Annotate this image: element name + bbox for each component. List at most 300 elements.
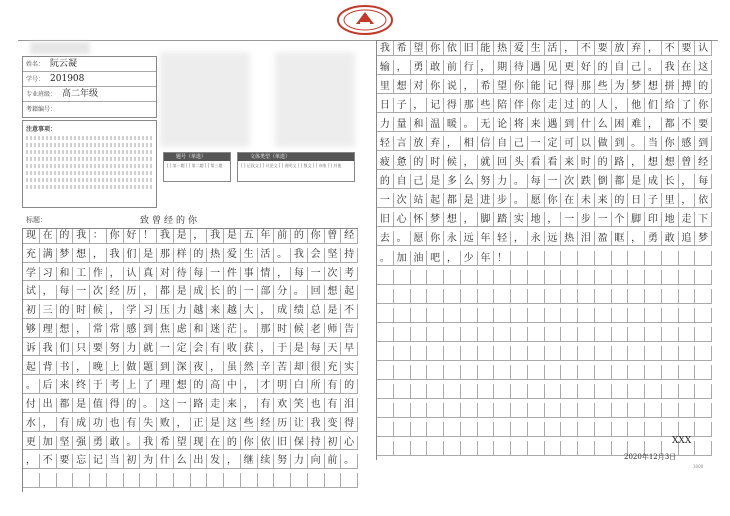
grid-cell [645, 403, 662, 418]
grid-cell: 深 [174, 361, 191, 376]
grid-cell [595, 441, 612, 456]
signature: XXX [672, 436, 692, 446]
grid-cell [561, 308, 578, 323]
grid-cell: 到 [140, 323, 157, 338]
grid-cell: 部 [258, 285, 275, 300]
grid-cell: 我 [291, 248, 308, 263]
grid-cell [511, 251, 528, 266]
grid-cell [411, 289, 428, 304]
grid-cell: ， [40, 417, 57, 432]
grid-cell: 依 [444, 41, 461, 56]
grid-cell: 子 [645, 193, 662, 208]
grid-cell: 次 [90, 285, 107, 300]
grid-cell [494, 289, 511, 304]
grid-cell: ， [628, 155, 645, 170]
grid-cell [478, 422, 495, 437]
grid-cell: 学 [124, 304, 141, 319]
grid-cell: 水 [23, 417, 40, 432]
grid-cell [511, 384, 528, 399]
grid-cell: 件 [224, 267, 241, 282]
grid-cell [57, 473, 74, 488]
grid-cell [578, 308, 595, 323]
grid-cell: 记 [427, 98, 444, 113]
grid-cell: 让 [291, 417, 308, 432]
grid-cell: ， [461, 79, 478, 94]
grid-cell [241, 473, 258, 488]
grid-cell: 力 [174, 304, 191, 319]
grid-cell: 够 [23, 323, 40, 338]
grid-cell [662, 308, 679, 323]
grid-cell [511, 308, 528, 323]
grid-cell: 初 [23, 304, 40, 319]
grid-cell: 们 [645, 98, 662, 113]
grid-cell: 天 [325, 342, 342, 357]
grid-cell: 就 [140, 342, 157, 357]
grid-cell [662, 403, 679, 418]
grid-cell [595, 270, 612, 285]
grid-cell: 的 [578, 98, 595, 113]
grid-cell: 有 [258, 398, 275, 413]
grid-cell [411, 346, 428, 361]
grid-cell [561, 365, 578, 380]
grid-cell [545, 403, 562, 418]
grid-cell [325, 473, 342, 488]
grid-cell: 想 [645, 79, 662, 94]
grid-cell: 晚 [90, 361, 107, 376]
grid-cell: 真 [140, 267, 157, 282]
info-row-class: 专业班级： 高二年级 [23, 87, 156, 102]
grid-cell: 出 [191, 454, 208, 469]
grid-cell: 越 [191, 304, 208, 319]
grid-cell: 些 [595, 79, 612, 94]
grid-cell: 。 [461, 117, 478, 132]
grid-cell: 他 [628, 98, 645, 113]
grid-cell: 越 [224, 304, 241, 319]
grid-cell: 的 [224, 285, 241, 300]
grid-cell [679, 270, 696, 285]
grid-cell [545, 251, 562, 266]
grid-cell [427, 403, 444, 418]
grid-cell: ： [90, 229, 107, 244]
grid-cell [411, 384, 428, 399]
grid-cell: 里 [377, 79, 394, 94]
grid-cell [595, 346, 612, 361]
grid-cell: 疲 [377, 155, 394, 170]
grid-cell: 情 [258, 267, 275, 282]
grid-cell: 论 [494, 117, 511, 132]
grid-cell [612, 289, 629, 304]
grid-cell: 自 [394, 174, 411, 189]
grid-cell [274, 473, 291, 488]
grid-cell [511, 346, 528, 361]
grid-cell: 一 [207, 267, 224, 282]
grid-cell [612, 327, 629, 342]
grid-cell: 样 [174, 248, 191, 263]
grid-cell: 有 [325, 379, 342, 394]
grid-cell: 时 [578, 155, 595, 170]
grid-cell: 我 [73, 229, 90, 244]
grid-cell: 欢 [274, 398, 291, 413]
grid-cell: 那 [157, 248, 174, 263]
grid-cell: 都 [612, 174, 629, 189]
grid-cell: 。 [274, 248, 291, 263]
grid-cell [561, 251, 578, 266]
grid-cell [628, 403, 645, 418]
grid-cell [578, 441, 595, 456]
grid-cell [545, 289, 562, 304]
grid-cell: 吧 [427, 251, 444, 266]
grid-cell: 上 [107, 361, 124, 376]
grid-cell: 要 [695, 117, 712, 132]
grid-cell: 回 [308, 285, 325, 300]
grid-cell: 放 [612, 41, 629, 56]
grid-cell: 步 [494, 193, 511, 208]
grid-cell [528, 441, 545, 456]
grid-cell: 师 [325, 323, 342, 338]
grid-cell: 。 [511, 193, 528, 208]
grid-cell: 记 [90, 454, 107, 469]
grid-cell [528, 251, 545, 266]
grid-cell: 经 [258, 417, 275, 432]
grid-cell: 现 [191, 436, 208, 451]
grid-cell: 一 [377, 193, 394, 208]
grid-cell: 梦 [427, 212, 444, 227]
grid-cell: 次 [325, 267, 342, 282]
grid-cell [695, 346, 712, 361]
grid-cell: 常 [107, 323, 124, 338]
left-writing-grid [22, 228, 358, 492]
grid-cell: 然 [241, 361, 258, 376]
grid-cell: 背 [40, 361, 57, 376]
grid-cell: 是 [174, 229, 191, 244]
grid-cell: 前 [444, 60, 461, 75]
grid-cell: 地 [528, 212, 545, 227]
grid-cell: 是 [291, 342, 308, 357]
grid-cell [628, 327, 645, 342]
grid-cell: 曾 [325, 229, 342, 244]
grid-cell [494, 270, 511, 285]
grid-cell [545, 441, 562, 456]
grid-cell: 脚 [478, 212, 495, 227]
grid-cell: 依 [258, 436, 275, 451]
grid-cell: 那 [258, 323, 275, 338]
grid-cell: 己 [411, 174, 428, 189]
student-info-box [22, 56, 157, 118]
grid-cell: ， [478, 60, 495, 75]
grid-cell: 来 [224, 398, 241, 413]
grid-cell: 老 [308, 323, 325, 338]
grid-cell: 走 [679, 212, 696, 227]
grid-cell: 到 [561, 117, 578, 132]
grid-cell: 习 [140, 304, 157, 319]
grid-cell [545, 365, 562, 380]
grid-cell: 的 [224, 436, 241, 451]
grid-cell [411, 365, 428, 380]
grid-cell: 多 [444, 174, 461, 189]
grid-cell [157, 473, 174, 488]
grid-cell: 踏 [494, 212, 511, 227]
redacted-area [160, 52, 250, 147]
grid-cell: 泪 [578, 231, 595, 246]
grid-cell: 好 [578, 60, 595, 75]
grid-cell: 到 [612, 136, 629, 151]
grid-cell: 努 [107, 342, 124, 357]
grid-cell: 一 [595, 212, 612, 227]
grid-cell [377, 346, 394, 361]
grid-cell [478, 270, 495, 285]
grid-cell: 现 [23, 229, 40, 244]
grid-cell [444, 346, 461, 361]
grid-cell [662, 289, 679, 304]
grid-cell: 早 [341, 342, 358, 357]
grid-cell: 长 [662, 174, 679, 189]
grid-cell: 也 [107, 417, 124, 432]
grid-cell: ， [90, 248, 107, 263]
grid-cell: 是 [325, 304, 342, 319]
grid-cell: 希 [478, 79, 495, 94]
grid-cell [478, 308, 495, 323]
grid-cell: 每 [308, 342, 325, 357]
grid-cell: ， [394, 60, 411, 75]
grid-cell: ， [107, 267, 124, 282]
grid-cell [561, 289, 578, 304]
grid-cell: 虑 [174, 323, 191, 338]
right-writing-grid [376, 40, 712, 460]
grid-cell [528, 346, 545, 361]
grid-cell: 量 [394, 117, 411, 132]
grid-cell: 想 [174, 379, 191, 394]
grid-cell: 望 [174, 436, 191, 451]
grid-cell: 每 [695, 174, 712, 189]
grid-cell: ， [23, 454, 40, 469]
school-seal-logo [336, 4, 394, 36]
grid-cell: 持 [341, 248, 358, 263]
notes-section: 注意事项： [22, 120, 157, 208]
info-row-exam: 考籍编号： [26, 106, 57, 113]
grid-cell: 什 [578, 117, 595, 132]
grid-cell [561, 384, 578, 399]
grid-cell: 自 [612, 60, 629, 75]
grid-cell: 做 [124, 361, 141, 376]
grid-cell [478, 441, 495, 456]
grid-cell: 都 [444, 193, 461, 208]
grid-cell: 试 [23, 285, 40, 300]
grid-cell [444, 270, 461, 285]
grid-cell: 起 [427, 193, 444, 208]
grid-cell: ， [645, 117, 662, 132]
grid-cell: 勇 [90, 436, 107, 451]
grid-cell: 力 [124, 342, 141, 357]
grid-cell: 变 [325, 417, 342, 432]
grid-cell: 。 [394, 231, 411, 246]
grid-cell: ， [241, 379, 258, 394]
grid-cell: 虽 [224, 361, 241, 376]
grid-cell [291, 473, 308, 488]
grid-cell: 持 [308, 436, 325, 451]
grid-cell: 发 [207, 454, 224, 469]
grid-cell: 跌 [578, 174, 595, 189]
grid-cell: 不 [662, 41, 679, 56]
grid-cell: 是 [628, 174, 645, 189]
grid-cell [427, 327, 444, 342]
grid-cell [224, 473, 241, 488]
grid-cell: 作 [90, 267, 107, 282]
grid-cell: 个 [612, 212, 629, 227]
grid-cell: 保 [291, 436, 308, 451]
grid-cell: 历 [274, 417, 291, 432]
grid-cell [494, 327, 511, 342]
grid-cell: 做 [595, 136, 612, 151]
grid-cell: ， [411, 98, 428, 113]
grid-cell: 拼 [662, 79, 679, 94]
grid-cell: 成 [645, 174, 662, 189]
grid-cell [411, 422, 428, 437]
grid-cell: 么 [461, 174, 478, 189]
grid-cell [662, 270, 679, 285]
grid-cell: 想 [57, 323, 74, 338]
grid-cell: 一 [561, 212, 578, 227]
grid-cell: 己 [628, 60, 645, 75]
grid-cell: 难 [628, 117, 645, 132]
grid-cell: 出 [40, 398, 57, 413]
grid-cell: 梦 [628, 79, 645, 94]
grid-cell: ， [140, 285, 157, 300]
grid-cell: 候 [291, 323, 308, 338]
grid-cell: ， [241, 398, 258, 413]
grid-cell [645, 327, 662, 342]
grid-cell [478, 403, 495, 418]
grid-cell: 油 [411, 251, 428, 266]
grid-cell: 辛 [258, 361, 275, 376]
grid-cell: 力 [291, 454, 308, 469]
grid-cell: 一 [308, 267, 325, 282]
grid-cell: 是 [207, 417, 224, 432]
grid-cell [461, 384, 478, 399]
grid-cell: 盈 [595, 231, 612, 246]
grid-cell: 付 [23, 398, 40, 413]
grid-cell: 的 [595, 60, 612, 75]
grid-cell: 遇 [545, 117, 562, 132]
grid-cell: ， [511, 231, 528, 246]
grid-cell [645, 346, 662, 361]
grid-cell [23, 473, 40, 488]
grid-cell: 学 [23, 267, 40, 282]
grid-cell: 笑 [291, 398, 308, 413]
grid-cell [377, 289, 394, 304]
grid-cell: 回 [494, 155, 511, 170]
grid-cell [612, 384, 629, 399]
grid-cell: 夜 [191, 361, 208, 376]
grid-cell: 是 [224, 229, 241, 244]
grid-cell: ， [274, 267, 291, 282]
grid-cell [628, 270, 645, 285]
grid-cell [695, 327, 712, 342]
redacted-area [275, 52, 355, 147]
grid-cell: 么 [595, 117, 612, 132]
grid-cell: 得 [444, 98, 461, 113]
grid-cell [377, 327, 394, 342]
info-row-id: 学号： 201908 [23, 72, 156, 87]
grid-cell: 上 [124, 379, 141, 394]
grid-cell: 高 [207, 379, 224, 394]
grid-cell: 望 [494, 79, 511, 94]
grid-cell [394, 327, 411, 342]
grid-cell [444, 441, 461, 456]
grid-cell: 言 [394, 136, 411, 151]
grid-cell: 向 [308, 454, 325, 469]
grid-cell: 里 [662, 193, 679, 208]
grid-cell [595, 384, 612, 399]
grid-cell [394, 346, 411, 361]
grid-cell: 是 [461, 193, 478, 208]
grid-cell: 次 [561, 174, 578, 189]
grid-cell: 就 [478, 155, 495, 170]
grid-cell: 我 [140, 436, 157, 451]
grid-cell: ， [461, 212, 478, 227]
grid-cell: 是 [140, 248, 157, 263]
grid-cell [662, 251, 679, 266]
grid-cell: 远 [461, 231, 478, 246]
grid-cell: 考 [341, 267, 358, 282]
grid-cell: 想 [645, 155, 662, 170]
grid-cell [444, 327, 461, 342]
grid-cell [494, 308, 511, 323]
grid-cell: ， [561, 41, 578, 56]
grid-cell: 去 [377, 231, 394, 246]
grid-cell: 才 [258, 379, 275, 394]
grid-cell: 旧 [274, 436, 291, 451]
grid-cell [528, 384, 545, 399]
grid-cell [628, 422, 645, 437]
grid-cell: 。 [377, 251, 394, 266]
grid-cell: 有 [57, 417, 74, 432]
grid-cell: 一 [157, 342, 174, 357]
grid-cell: ， [645, 41, 662, 56]
question-type-box: 题号（单选） [ ] 第一题 [ ] 第二题 [ ] 第三题 [163, 152, 231, 182]
grid-cell [679, 308, 696, 323]
grid-cell: 要 [57, 454, 74, 469]
grid-cell: 在 [561, 193, 578, 208]
grid-cell: 努 [274, 454, 291, 469]
grid-cell [645, 270, 662, 285]
grid-cell: 困 [612, 117, 629, 132]
grid-cell: 候 [90, 304, 107, 319]
grid-cell: 候 [444, 155, 461, 170]
grid-cell: 子 [394, 98, 411, 113]
grid-cell: 追 [679, 231, 696, 246]
grid-cell: 总 [308, 304, 325, 319]
grid-cell: 搏 [679, 79, 696, 94]
grid-cell: 长 [207, 285, 224, 300]
grid-cell: 想 [444, 212, 461, 227]
grid-cell: 看 [545, 155, 562, 170]
grid-cell [444, 384, 461, 399]
grid-cell: 为 [612, 79, 629, 94]
grid-cell: 你 [545, 193, 562, 208]
grid-cell: 惫 [394, 155, 411, 170]
grid-cell [595, 327, 612, 342]
grid-cell: 你 [427, 79, 444, 94]
grid-cell: 。 [511, 174, 528, 189]
grid-cell: 你 [511, 79, 528, 94]
grid-cell [528, 289, 545, 304]
grid-cell [494, 403, 511, 418]
grid-cell [494, 346, 511, 361]
grid-cell: 远 [545, 231, 562, 246]
grid-cell: 热 [207, 248, 224, 263]
grid-cell [528, 365, 545, 380]
grid-cell: ， [679, 174, 696, 189]
